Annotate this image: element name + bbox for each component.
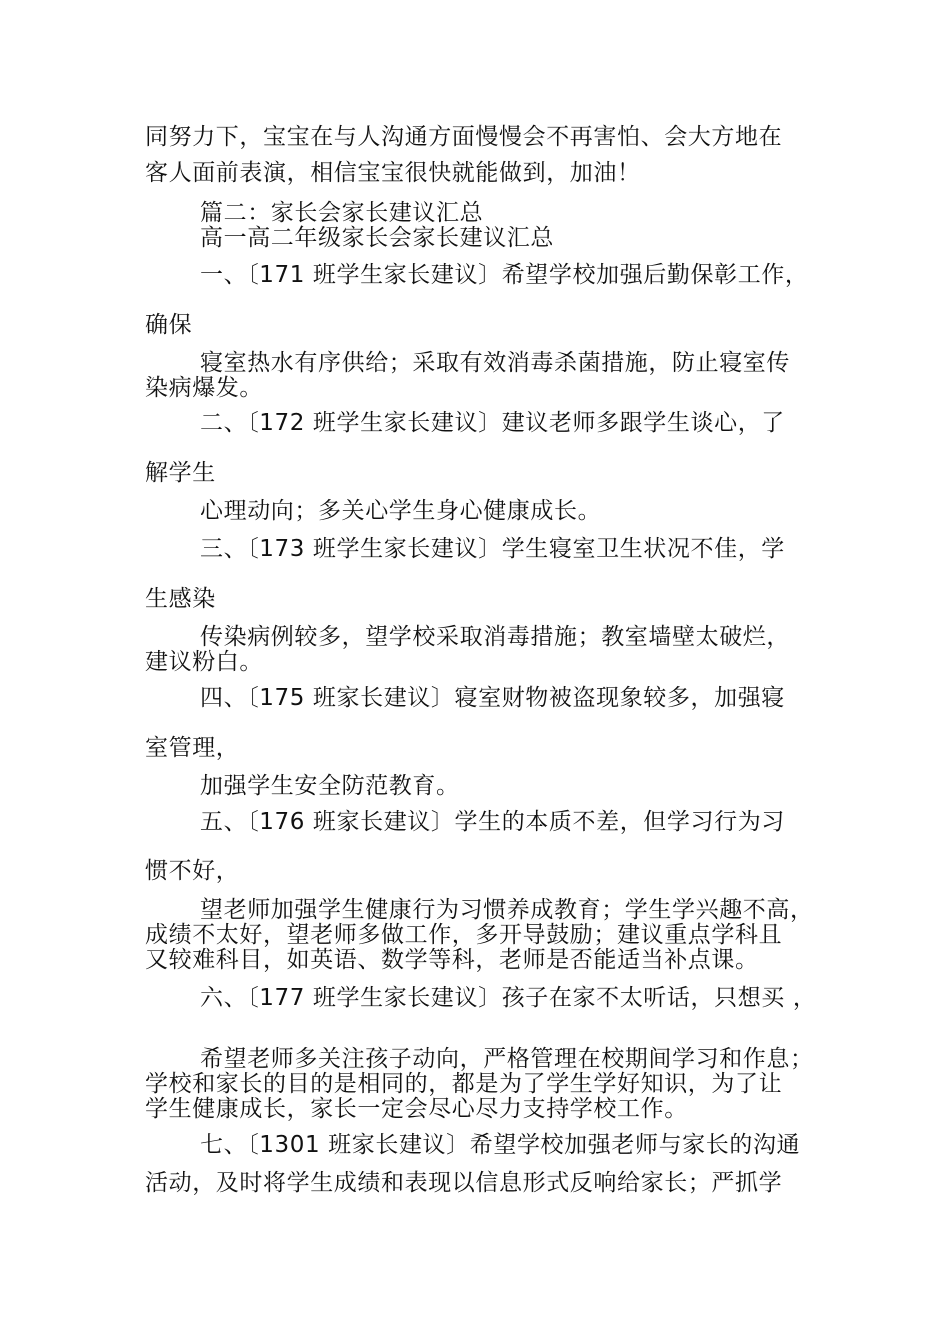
- suggestion-item-line: 传染病例较多，望学校采取消毒措施；教室墙壁太破烂，: [200, 624, 790, 650]
- suggestion-item-line: 五、〔176 班家长建议〕学生的本质不差，但学习行为习: [200, 809, 785, 835]
- suggestion-item-line: 学生健康成长，家长一定会尽心尽力支持学校工作。: [145, 1096, 688, 1122]
- suggestion-item-line: 六、〔177 班学生家长建议〕孩子在家不太听话，只想买 ，: [200, 985, 817, 1011]
- section-subtitle: 高一高二年级家长会家长建议汇总: [200, 225, 554, 251]
- suggestion-item-line: 室管理，: [145, 735, 240, 761]
- suggestion-item-line: 活动，及时将学生成绩和表现以信息形式反响给家长；严抓学: [145, 1170, 783, 1196]
- suggestion-item-line: 学校和家长的目的是相同的，都是为了学生学好知识，为了让: [145, 1071, 783, 1097]
- intro-line: 同努力下，宝宝在与人沟通方面慢慢会不再害怕、会大方地在: [145, 124, 783, 150]
- suggestion-item-line: 一、〔171 班学生家长建议〕希望学校加强后勤保彰工作，: [200, 262, 809, 288]
- suggestion-item-line: 又较难科目，如英语、数学等科，老师是否能适当补点课。: [145, 947, 759, 973]
- suggestion-item-line: 望老师加强学生健康行为习惯养成教育；学生学兴趣不高，: [200, 897, 814, 923]
- suggestion-item-line: 染病爆发。: [145, 375, 263, 401]
- suggestion-item-line: 希望老师多关注孩子动向，严格管理在校期间学习和作息；: [200, 1046, 814, 1072]
- intro-line: 客人面前表演，相信宝宝很快就能做到，加油！: [145, 160, 641, 186]
- suggestion-item-line: 成绩不太好，望老师多做工作，多开导鼓励；建议重点学科且: [145, 922, 783, 948]
- suggestion-item-line: 四、〔175 班家长建议〕寝室财物被盗现象较多，加强寝: [200, 685, 785, 711]
- suggestion-item-line: 生感染: [145, 586, 216, 612]
- suggestion-item-line: 建议粉白。: [145, 649, 263, 675]
- suggestion-item-line: 加强学生安全防范教育。: [200, 773, 460, 799]
- suggestion-item-line: 惯不好，: [145, 858, 240, 884]
- suggestion-item-line: 心理动向；多关心学生身心健康成长。: [200, 498, 602, 524]
- section-title: 篇二：家长会家长建议汇总: [200, 200, 484, 226]
- suggestion-item-line: 确保: [145, 312, 193, 338]
- suggestion-item-line: 寝室热水有序供给；采取有效消毒杀菌措施，防止寝室传: [200, 350, 790, 376]
- suggestion-item-line: 三、〔173 班学生家长建议〕学生寝室卫生状况不佳，学: [200, 536, 785, 562]
- suggestion-item-line: 解学生: [145, 460, 216, 486]
- suggestion-item-line: 七、〔1301 班家长建议〕希望学校加强老师与家长的沟通: [200, 1132, 801, 1158]
- suggestion-item-line: 二、〔172 班学生家长建议〕建议老师多跟学生谈心，了: [200, 410, 785, 436]
